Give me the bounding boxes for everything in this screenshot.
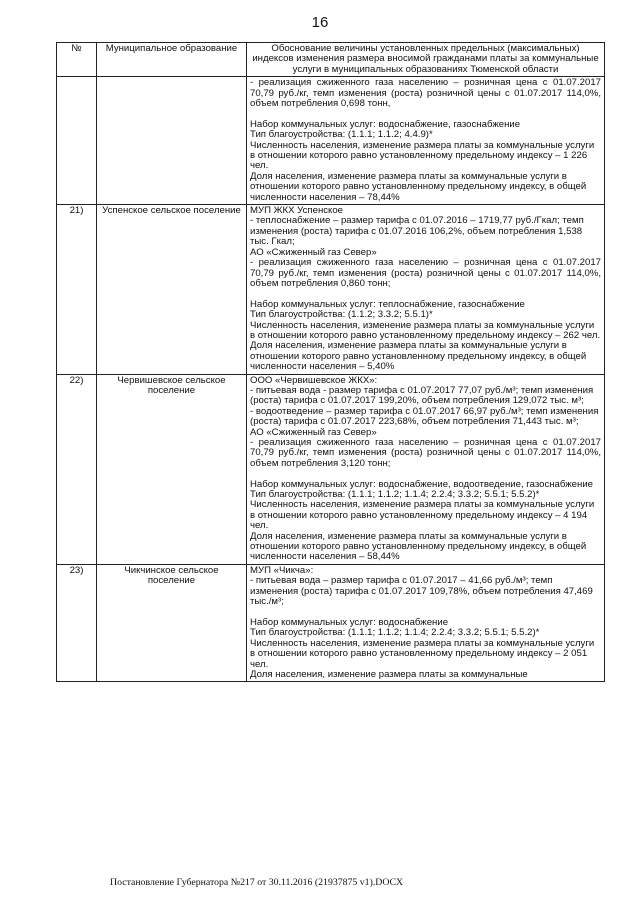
justification-line: Доля населения, изменение размера платы за коммунальные (250, 668, 528, 680)
page-number: 16 (311, 14, 329, 31)
justification-line: АО «Сжиженный газ Север» (250, 426, 377, 438)
justification-line: АО «Сжиженный газ Север» (250, 246, 377, 258)
row-number: 23) (57, 564, 97, 681)
municipality-name (97, 77, 247, 205)
row-number (57, 77, 97, 205)
header-justification: Обоснование величины установленных предельных (максимальных) индексов изменения размера вносимой гражданами платы за коммунальные услуги в муниципальных образованиях Тюменской области (247, 43, 605, 77)
document-footer: Постановление Губернатора №217 от 30.11.2016 (21937875 v1).DOCX (110, 877, 404, 888)
justification-line: Тип благоустройства: (1.1.1; 1.1.2; 1.1.4; 2.2.4; 3.3.2; 5.5.1; 5.5.2)* (250, 489, 540, 501)
row-number: 22) (57, 374, 97, 564)
justification-line: Численность населения, изменение размера платы за коммунальные услуги в отношении которого равно установленному предельному индексу – 1 226 чел. (250, 139, 595, 172)
justification-cell (247, 374, 605, 564)
justification-line: ООО «Червишевское ЖКХ»: (250, 374, 378, 386)
table-row (57, 564, 605, 681)
table-row (57, 77, 605, 205)
justification-line: Набор коммунальных услуг: водоснабжение (250, 616, 449, 628)
table-header-row (57, 43, 605, 77)
justification-line: Численность населения, изменение размера платы за коммунальные услуги в отношении которого равно установленному предельному индексу – 2 051 чел. (250, 637, 595, 670)
table-row (57, 205, 605, 374)
justification-line: - водоотведение – размер тарифа с 01.07.2017 66,97 руб./м³; темп изменения (роста) тарифа с 01.07.2017 223,68%, объем потребления 71,443 тыс. м³; (250, 405, 599, 428)
table-row (57, 374, 605, 564)
table-body (57, 77, 605, 682)
justification-line: Доля населения, изменение размера платы за коммунальные услуги в отношении которого равно установленному предельному индексу, в общей численности населения – 78,44% (250, 170, 587, 203)
justification-line: Набор коммунальных услуг: водоснабжение, газоснабжение (250, 118, 521, 130)
justification-line: - реализация сжиженного газа населению – розничная цена с 01.07.2017 70,79 руб./кг, темп изменения (роста) розничной цены с 01.07.2017 114,0%, объем потребления 3,120 тонн; (250, 437, 601, 469)
justification-line: Тип благоустройства: (1.1.1; 1.1.2; 4.4.9)* (250, 129, 433, 141)
justification-line: Доля населения, изменение размера платы за коммунальные услуги в отношении которого равно установленному предельному индексу, в общей численности населения – 5,40% (250, 340, 587, 373)
justification-line: Тип благоустройства: (1.1.1; 1.1.2; 1.1.4; 2.2.4; 3.3.2; 5.5.1; 5.5.2)* (250, 627, 540, 639)
justification-cell (247, 205, 605, 374)
justification-line: Тип благоустройства: (1.1.2; 3.3.2; 5.5.1)* (250, 309, 433, 321)
justification-line: Численность населения, изменение размера платы за коммунальные услуги в отношении которого равно установленному предельному индексу – 262 чел. (250, 319, 601, 341)
justification-line: МУП «Чикча»: (250, 564, 314, 576)
justification-line: - реализация сжиженного газа населению – розничная цена с 01.07.2017 70,79 руб./кг, темп изменения (роста) розничной цены с 01.07.2017 114,0%, объем потребления 0,698 тонн, (250, 77, 601, 110)
justification-cell (247, 77, 605, 205)
justification-line: - питьевая вода - размер тарифа с 01.07.2017 77,07 руб./м³; темп изменения (роста) тарифа с 01.07.2017 199,20%, объем потребления 129,072 тыс. м³; (250, 384, 594, 407)
justification-line: - реализация сжиженного газа населению – розничная цена с 01.07.2017 70,79 руб./кг, темп изменения (роста) розничной цены с 01.07.2017 114,0%, объем потребления 0,860 тонн; (250, 257, 601, 289)
municipality-name: Червишевское сельское поселение (97, 374, 247, 564)
justification-line: Набор коммунальных услуг: водоснабжение, водоотведение, газоснабжение (250, 478, 594, 490)
municipality-name: Успенское сельское поселение (97, 205, 247, 374)
justification-line: МУП ЖКХ Успенское (250, 205, 344, 217)
header-municipality: Муниципальное образование (97, 43, 247, 77)
justification-line: Численность населения, изменение размера платы за коммунальные услуги в отношении которого равно установленному предельному индексу – 4 194 чел. (250, 499, 595, 532)
justification-line: Набор коммунальных услуг: теплоснабжение, газоснабжение (250, 298, 525, 310)
justification-line: - теплоснабжение – размер тарифа с 01.07.2016 – 1719,77 руб./Гкал; темп изменения (роста) тарифа с 01.07.2016 106,2%, объем потребления 1,538 тыс. Гкал; (250, 215, 584, 248)
header-num: № (57, 43, 97, 77)
justification-cell (247, 564, 605, 681)
justification-line: - питьевая вода – размер тарифа с 01.07.2017 – 41,66 руб./м³; темп изменения (роста) тарифа с 01.07.2017 109,78%, объем потребления 47,469 тыс./м³; (250, 575, 593, 608)
municipality-name: Чикчинское сельское поселение (97, 564, 247, 681)
row-number: 21) (57, 205, 97, 374)
tariff-table (56, 42, 605, 682)
justification-line: Доля населения, изменение размера платы за коммунальные услуги в отношении которого равно установленному предельному индексу, в общей численности населения – 58,44% (250, 530, 587, 563)
